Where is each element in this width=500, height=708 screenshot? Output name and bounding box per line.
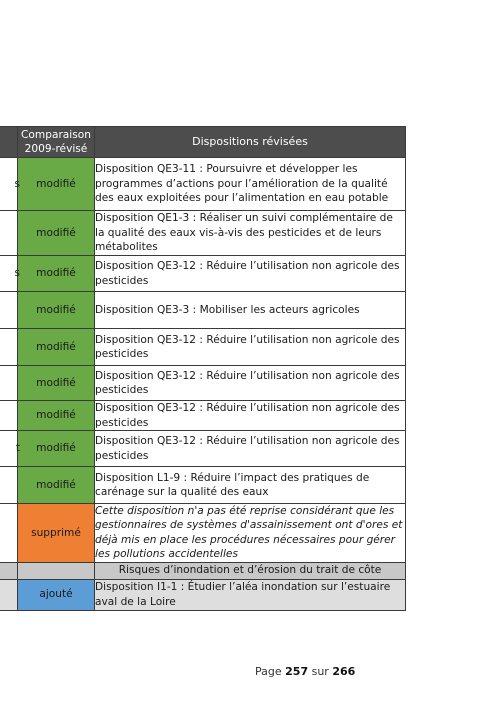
page-total: 266 — [332, 665, 356, 678]
table-row — [0, 401, 406, 431]
status-cell: modifié — [18, 329, 95, 366]
dispositions-table — [0, 126, 406, 611]
table-row — [0, 158, 406, 211]
disposition-text: Disposition QE3-11 : Poursuivre et développer les programmes d’actions pour l’amélioration de la qualité des eaux exploitées pour l’alimentation en eau potable — [95, 158, 406, 211]
row-cut-cell — [0, 329, 18, 366]
section-empty-cell — [18, 562, 95, 579]
disposition-text: Disposition I1-1 : Étudier l’aléa inondation sur l’estuaire aval de la Loire — [95, 579, 406, 610]
disposition-text: Disposition QE3-12 : Réduire l’utilisation non agricole des pesticides — [95, 401, 406, 431]
table-row — [0, 579, 406, 610]
row-cut-cell — [0, 467, 18, 504]
disposition-text: Disposition L1-9 : Réduire l’impact des pratiques de carénage sur la qualité des eaux — [95, 467, 406, 504]
status-cell: modifié — [18, 467, 95, 504]
row-cut-text: t — [15, 442, 20, 455]
status-cell: modifié — [18, 256, 95, 292]
section-row — [0, 562, 406, 579]
header-cut-cell — [0, 127, 18, 158]
header-comparison-line1: Comparaison — [21, 128, 91, 141]
row-cut-text: s — [14, 267, 20, 280]
page-number — [255, 665, 355, 678]
status-cell: modifié — [18, 401, 95, 431]
page-word: Page — [255, 665, 282, 678]
status-cell: ajouté — [18, 579, 95, 610]
header-dispositions: Dispositions révisées — [95, 127, 406, 158]
row-cut-cell — [0, 579, 18, 610]
status-cell: modifié — [18, 431, 95, 467]
disposition-text: Cette disposition n'a pas été reprise considérant que les gestionnaires de systèmes d'assainissement ont d'ores et déjà mis en place les procédures nécessaires pour gérer les pollutions accidentelles — [95, 504, 406, 563]
header-comparison-line2: 2009-révisé — [24, 143, 88, 155]
disposition-text: Disposition QE3-3 : Mobiliser les acteurs agricoles — [95, 292, 406, 329]
status-cell: supprimé — [18, 504, 95, 563]
row-cut-cell — [0, 292, 18, 329]
status-cell: modifié — [18, 292, 95, 329]
row-cut-cell — [0, 256, 18, 292]
table-row — [0, 467, 406, 504]
table-row — [0, 504, 406, 563]
row-cut-cell — [0, 158, 18, 211]
table-header-row — [0, 127, 406, 158]
row-cut-cell — [0, 366, 18, 401]
disposition-text: Disposition QE1-3 : Réaliser un suivi complémentaire de la qualité des eaux vis-à-vis des pesticides et de leurs métabolites — [95, 211, 406, 256]
section-title: Risques d’inondation et d’érosion du trait de côte — [95, 562, 406, 579]
status-cell: modifié — [18, 211, 95, 256]
row-cut-cell — [0, 504, 18, 563]
table-row — [0, 329, 406, 366]
row-cut-text: s — [14, 177, 20, 190]
disposition-text: Disposition QE3-12 : Réduire l’utilisation non agricole des pesticides — [95, 431, 406, 467]
status-cell: modifié — [18, 366, 95, 401]
disposition-text: Disposition QE3-12 : Réduire l’utilisation non agricole des pesticides — [95, 329, 406, 366]
table-row — [0, 256, 406, 292]
table-row — [0, 366, 406, 401]
table-row — [0, 292, 406, 329]
header-comparison — [18, 127, 95, 158]
disposition-text: Disposition QE3-12 : Réduire l’utilisation non agricole des pesticides — [95, 256, 406, 292]
disposition-text: Disposition QE3-12 : Réduire l’utilisation non agricole des pesticides — [95, 366, 406, 401]
section-cut-cell — [0, 562, 18, 579]
table-row — [0, 211, 406, 256]
row-cut-cell — [0, 211, 18, 256]
row-cut-cell — [0, 431, 18, 467]
page-current: 257 — [285, 665, 309, 678]
row-cut-cell — [0, 401, 18, 431]
status-cell: modifié — [18, 158, 95, 211]
page-sep: sur — [311, 665, 329, 678]
table-row — [0, 431, 406, 467]
